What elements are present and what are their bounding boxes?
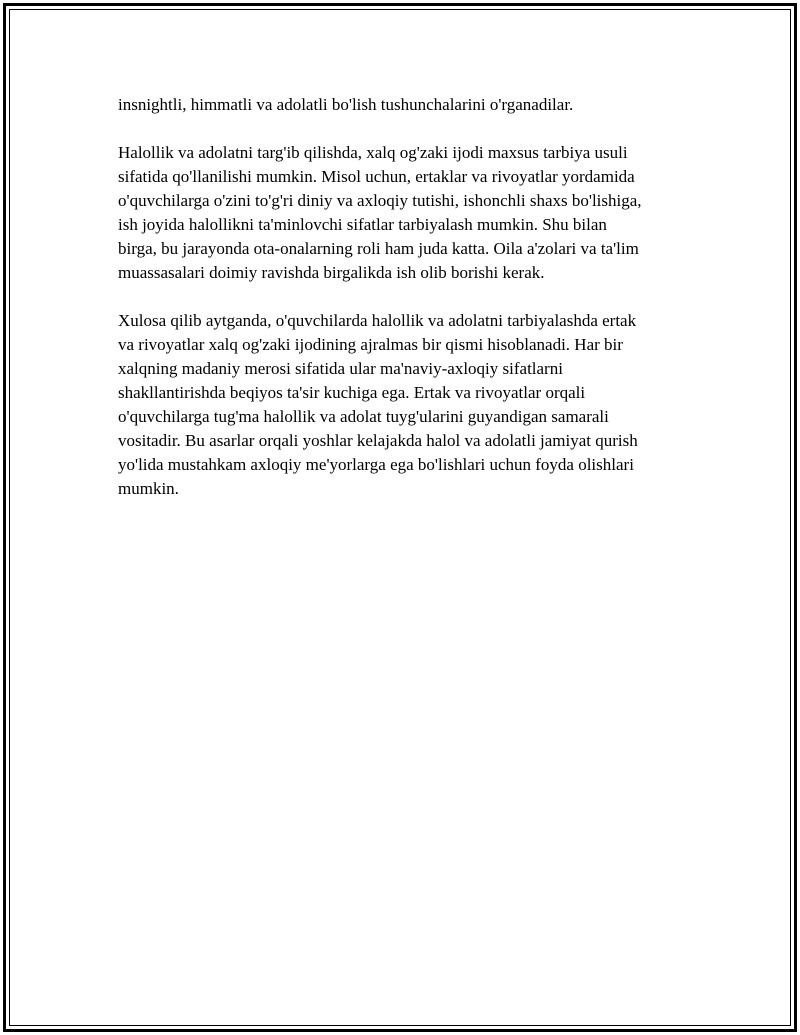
- document-body: [118, 93, 698, 525]
- paragraph-3: Xulosa qilib aytganda, o'quvchilarda halollik va adolatni tarbiyalashda ertak va rivoyatlar xalq og'zaki ijodining ajralmas bir qismi hisoblanadi. Har bir xalqning madaniy merosi sifatida ular ma'naviy-axloqiy sifatlarni shakllantirishda beqiyos ta'sir kuchiga ega. Ertak va rivoyatlar orqali o'quvchilarga tug'ma halollik va adolat tuyg'ularini guyandigan samarali vositadir. Bu asarlar orqali yoshlar kelajakda halol va adolatli jamiyat qurish yo'lida mustahkam axloqiy me'yorlarga ega bo'lishlari uchun foyda olishlari mumkin.: [118, 311, 638, 498]
- paragraph-1: insnightli, himmatli va adolatli bo'lish tushunchalarini o'rganadilar.: [118, 95, 574, 114]
- paragraph-2: Halollik va adolatni targ'ib qilishda, xalq og'zaki ijodi maxsus tarbiya usuli sifatida qo'llanilishi mumkin. Misol uchun, ertaklar va rivoyatlar yordamida o'quvchilarga o'zini to'g'ri diniy va axloqiy tutishi, ishonchli shaxs bo'lishiga, ish joyida halollikni ta'minlovchi sifatlar tarbiyalash mumkin. Shu bilan birga, bu jarayonda ota-onalarning roli ham juda katta. Oila a'zolari va ta'lim muassasalari doimiy ravishda birgalikda ish olib borishi kerak.: [118, 143, 642, 282]
